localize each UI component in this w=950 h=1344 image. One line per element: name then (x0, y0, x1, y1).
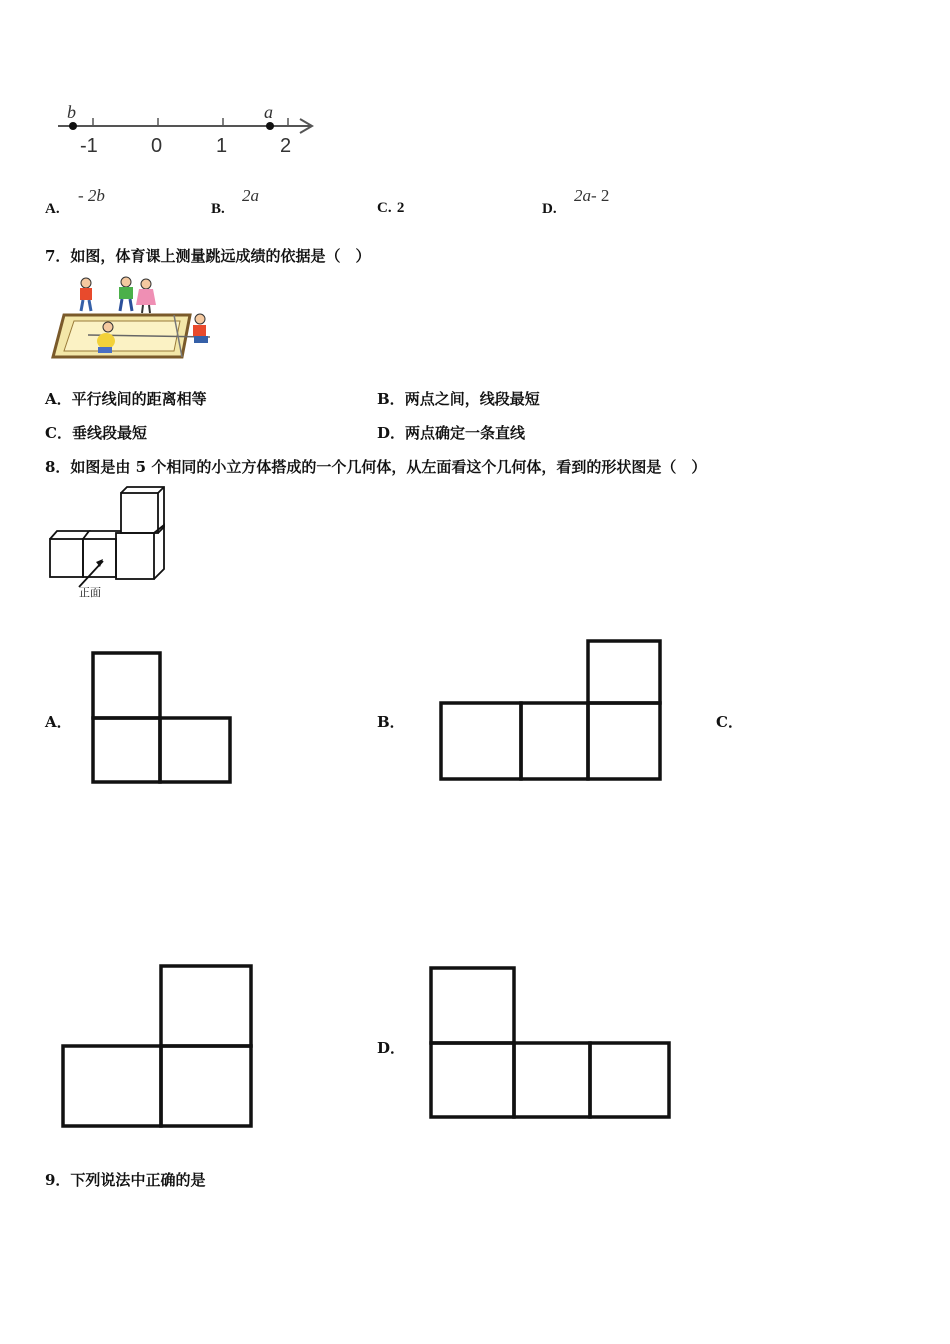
child-figure (193, 314, 208, 343)
q7-option-b[interactable]: B．两点之间，线段最短 (377, 390, 540, 408)
q7-option-c[interactable]: C．垂线段最短 (45, 424, 147, 442)
q8-option-a[interactable]: A． (45, 713, 72, 731)
option-a-shape[interactable] (90, 650, 235, 785)
cube-stack-figure (45, 485, 175, 600)
point-a-label: a (264, 102, 273, 122)
q7-option-d[interactable]: D．两点确定一条直线 (377, 424, 526, 442)
q7-option-a[interactable]: A．平行线间的距离相等 (45, 390, 207, 408)
tick-label: 1 (216, 135, 228, 157)
q6-option-b-value: 2a (242, 186, 259, 205)
q6-option-a-value: - 2b (78, 186, 105, 205)
q6-option-c-value: 2 (396, 200, 405, 216)
number-line-figure (50, 100, 320, 160)
tick-label: 0 (151, 135, 163, 157)
q9-stem: 9．下列说法中正确的是 (45, 1171, 206, 1189)
q8-option-c[interactable]: C． (716, 713, 743, 731)
q6-option-d-value: 2a- 2 (574, 186, 610, 205)
q6-option-b[interactable]: B. (211, 201, 225, 217)
option-c-shape[interactable] (60, 963, 256, 1130)
child-figure (136, 279, 156, 313)
q6-option-c[interactable]: C. 2 (377, 200, 405, 216)
option-d-shape[interactable] (428, 965, 674, 1122)
q8-option-b[interactable]: B． (377, 713, 405, 731)
q8-option-d[interactable]: D． (377, 1039, 406, 1057)
tick-label: -1 (80, 135, 98, 157)
q8-stem: 8．如图是由 5 个相同的小立方体搭成的一个几何体，从左面看这个几何体，看到的形状图是（ ） (45, 458, 707, 476)
point-a-dot (266, 122, 274, 130)
q6-option-a[interactable]: A. (45, 201, 60, 217)
q6-option-d[interactable]: D. (542, 201, 557, 217)
q7-stem: 7．如图，体育课上测量跳远成绩的依据是（ ） (45, 247, 371, 265)
option-b-shape[interactable] (438, 638, 666, 784)
child-figure (119, 277, 133, 311)
tick-label: 2 (280, 135, 292, 157)
point-b-label: b (67, 102, 76, 122)
long-jump-illustration (50, 275, 220, 365)
point-b-dot (69, 122, 77, 130)
front-label: 正面 (79, 586, 101, 599)
child-figure (80, 278, 92, 311)
